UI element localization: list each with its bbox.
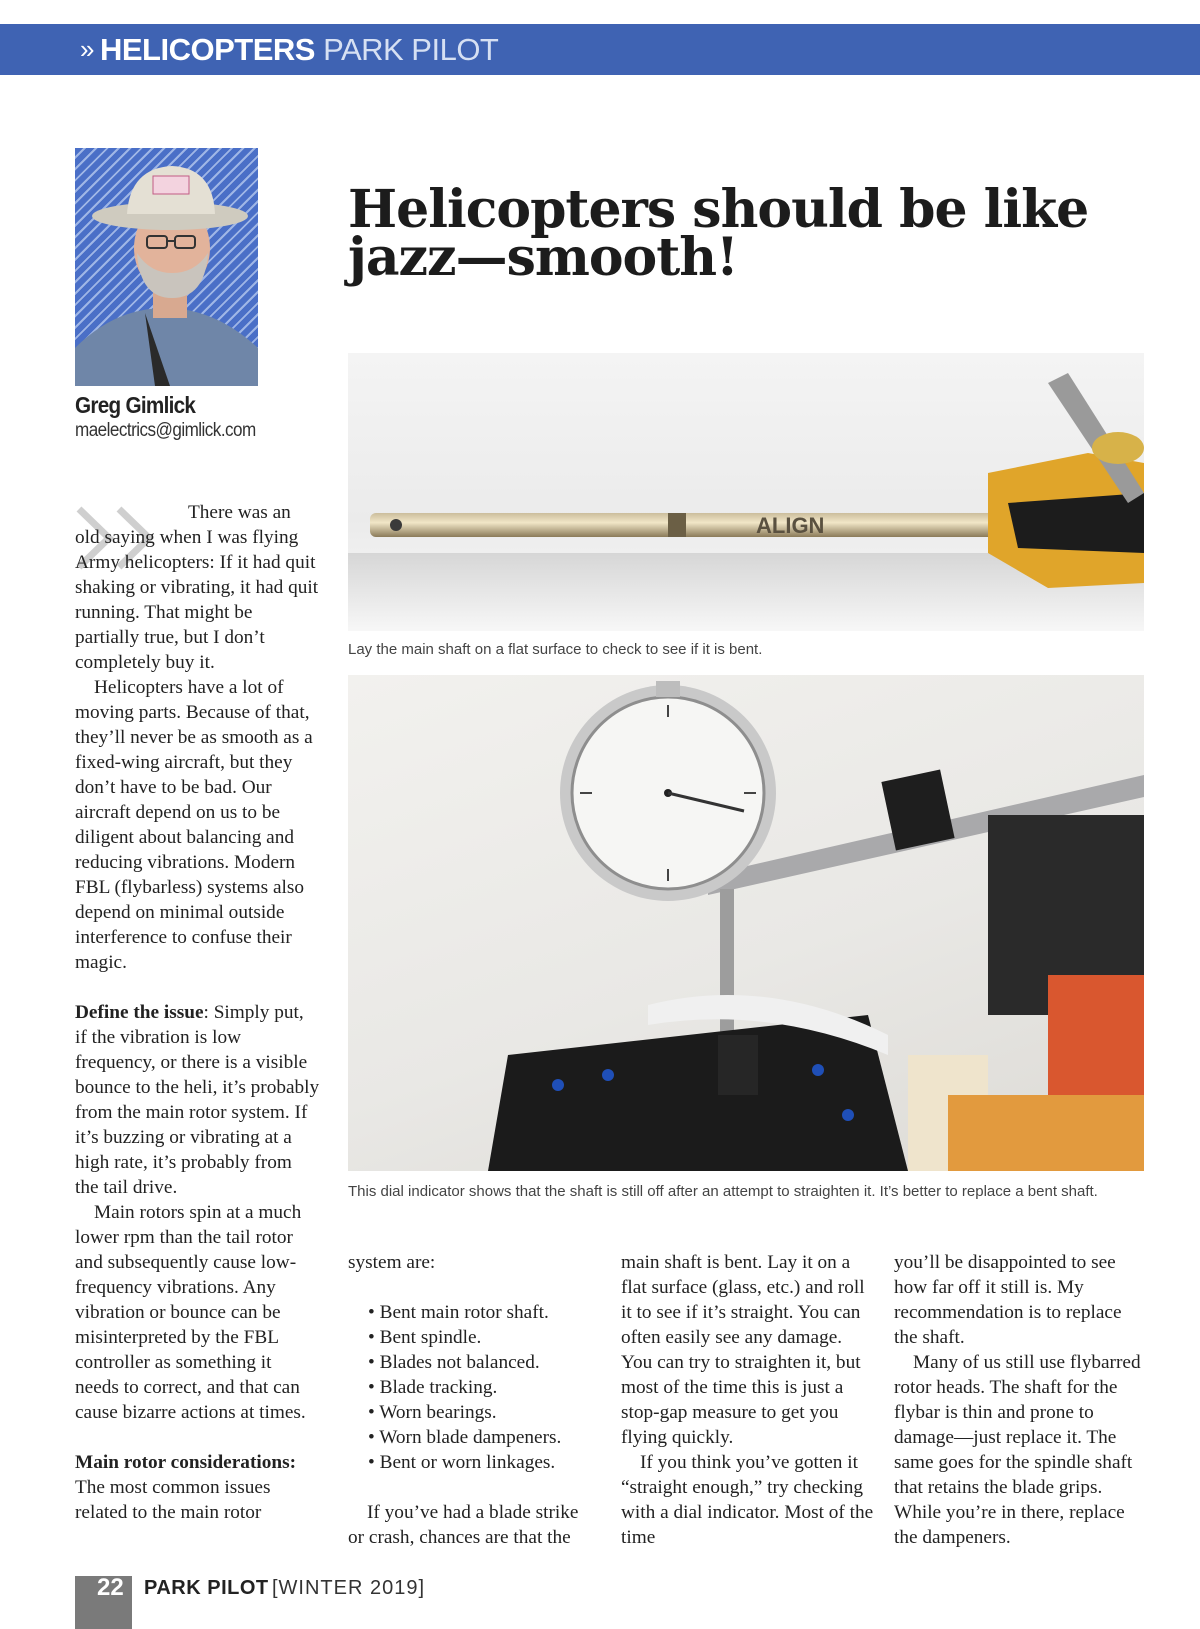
article-headline: Helicopters should be like jazz—smooth!: [348, 179, 1089, 288]
page-number: 22: [97, 1574, 124, 1601]
author-email: maelectrics@gimlick.com: [75, 420, 256, 441]
paragraph: If you think you’ve gotten it “straight enough,” try checking with a dial indicator. Most of the time: [621, 1452, 874, 1548]
list-item: • Blades not balanced.: [368, 1350, 598, 1375]
paragraph: Main rotors spin at a much lower rpm than the tail rotor and subsequently cause low-frequency vibrations. Any vibration or bounce can be misinterpreted by the FBL controller as something it needs to correct, and that can cause bizarre actions at times.: [75, 1202, 306, 1423]
paragraph: If you’ve had a blade strike or crash, chances are that the: [348, 1502, 579, 1548]
article-column-2: [348, 1250, 598, 1550]
article-column-4: [894, 1250, 1149, 1550]
article-column-1: [75, 500, 320, 1525]
main-shaft-photo: [348, 353, 1144, 631]
issue-list: [348, 1300, 598, 1475]
list-item: • Worn blade dampeners.: [368, 1425, 598, 1450]
list-item: • Bent spindle.: [368, 1325, 598, 1350]
banner-section: HELICOPTERS: [99, 32, 315, 67]
footer-magazine-name: PARK PILOT: [144, 1577, 269, 1599]
banner-subsection: PARK PILOT: [323, 32, 499, 67]
paragraph: Many of us still use flybarred rotor heads. The shaft for the flybar is thin and prone to damage—just replace it. The same goes for the spindle shaft that retains the blade grips. While you’re in there, replace the dampeners.: [894, 1352, 1141, 1548]
list-item: • Bent or worn linkages.: [368, 1450, 598, 1475]
paragraph: Helicopters have a lot of moving parts. Because of that, they’ll never be as smooth as a fixed-wing aircraft, but they don’t have to be bad. Our aircraft depend on us to be diligent about balancing and reducing vibrations. Modern FBL (flybarless) systems also depend on minimal outside interference to confuse their magic.: [75, 677, 313, 973]
define-issue-label: Define the issue: [75, 1002, 204, 1023]
photo-caption-1: Lay the main shaft on a flat surface to check to see if it is bent.: [348, 641, 763, 658]
section-banner: [0, 24, 1200, 75]
main-shaft-illustration: [348, 353, 1144, 631]
author-photo: [75, 148, 258, 386]
author-name: Greg Gimlick: [75, 392, 196, 418]
list-item: • Worn bearings.: [368, 1400, 598, 1425]
paragraph: Main rotor considerations: The most common issues related to the main rotor: [75, 1452, 297, 1523]
footer-issue: [WINTER 2019]: [272, 1577, 426, 1599]
main-rotor-label: Main rotor considerations:: [75, 1452, 297, 1473]
banner-title: [80, 31, 498, 68]
double-chevron-icon: »: [80, 34, 94, 64]
dial-indicator-photo: [348, 675, 1144, 1171]
list-item: • Blade tracking.: [368, 1375, 598, 1400]
photo-caption-2: This dial indicator shows that the shaft is still off after an attempt to straighten it. It’s better to replace a bent shaft.: [348, 1183, 1098, 1200]
shaft-brand-text: ALIGN: [756, 513, 825, 538]
list-item: • Bent main rotor shaft.: [368, 1300, 598, 1325]
paragraph: you’ll be disappointed to see how far off it still is. My recommendation is to replace the shaft.: [894, 1252, 1122, 1348]
article-column-3: [621, 1250, 876, 1550]
paragraph: system are:: [348, 1252, 436, 1273]
paragraph: Define the issue: Simply put, if the vibration is low frequency, or there is a visible bounce to the heli, it’s probably from the main rotor system. If it’s buzzing or vibrating at a high rate, it’s probably from the tail drive.: [75, 1002, 320, 1198]
author-portrait-illustration: [75, 148, 258, 386]
paragraph: main shaft is bent. Lay it on a flat surface (glass, etc.) and roll it to see if it’s straight. You can often easily see any damage. You can try to straighten it, but most of the time this is just a stop-gap measure to get you flying quickly.: [621, 1252, 865, 1448]
lead-paragraph: There was an old saying when I was flying Army helicopters: If it had quit shaking or vibrating, it had quit running. That might be partially true, but I don’t completely buy it.: [75, 502, 319, 673]
dial-indicator-illustration: [348, 675, 1144, 1171]
